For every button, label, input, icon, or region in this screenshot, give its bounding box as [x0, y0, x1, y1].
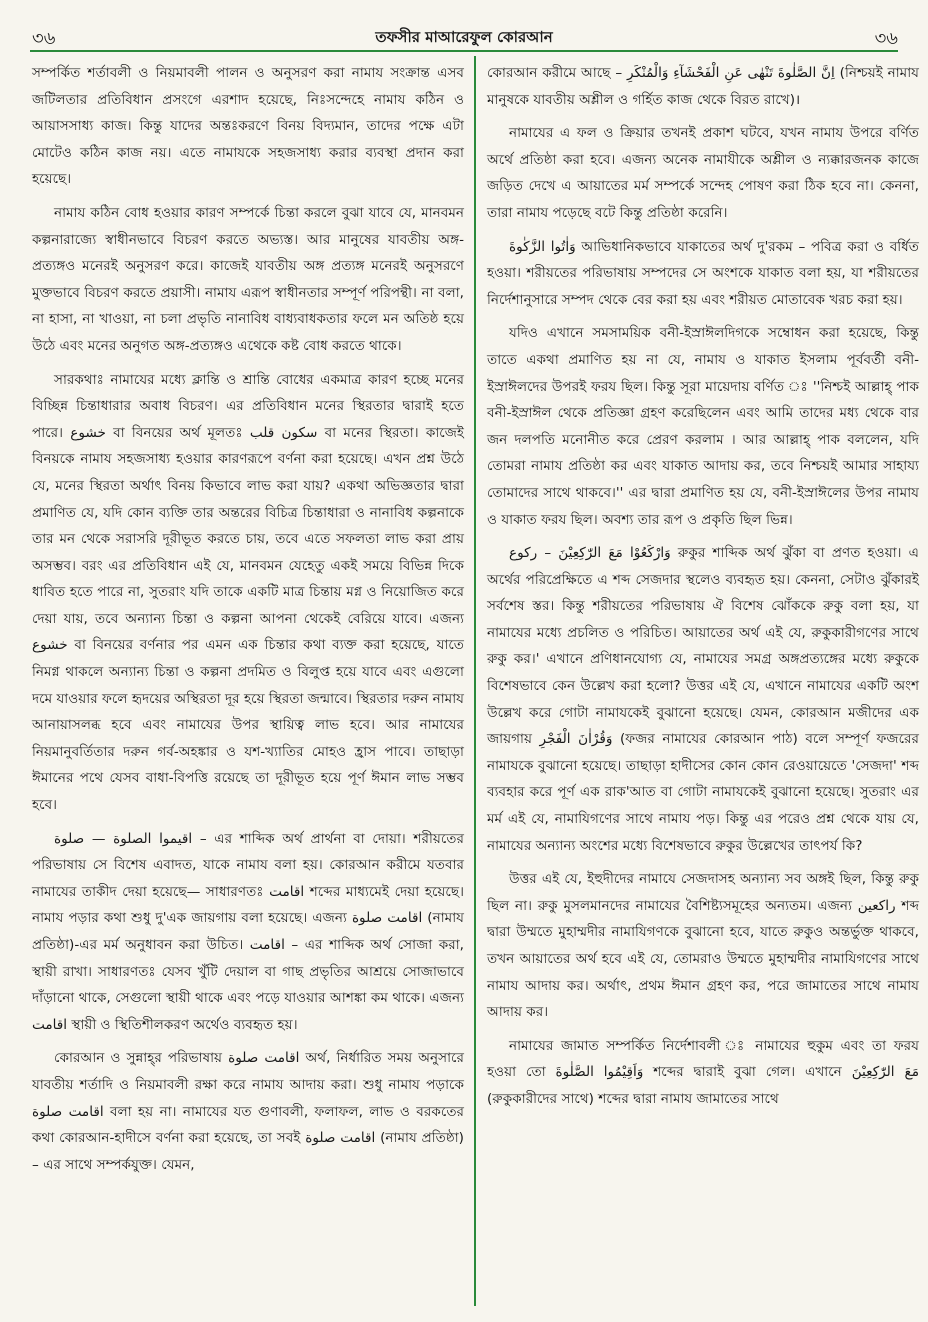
- paragraph: উত্তর এই যে, ইহুদীদের নামাযে সেজদাসহ অন্যান্য সব অঙ্গই ছিল, কিন্তু রুকু ছিল না। রুকু মুসলমানদের নামাযের বৈশিষ্ট্যসমূহের অন্যতম। এজন্য راكعين শব্দ দ্বারা উম্মতে মুহাম্মদীর নামাযিগণকে বুঝানো হবে, যাতে রুকুও অন্তর্ভুক্ত থাকবে, তখন আয়াতের অর্থ হবে এই যে, তোমরাও উম্মতে মুহাম্মদীর নামাযিগণের সাথে নামায আদায় কর। অর্থাৎ, প্রথম ঈমান গ্রহণ কর, পরে জামাতের সাথে নামায আদায় কর।: [487, 871, 919, 1021]
- paragraph: সারকথাঃ নামাযের মধ্যে ক্লান্তি ও শ্রান্তি বোধের একমাত্র কারণ হচ্ছে মনের বিচ্ছিন্ন চিন্তাধারার অবাধ বিচরণ। এর প্রতিবিধান মনের স্থিরতার দ্বারাই হতে পারে। خشوع বা বিনয়ের অর্থ মূলতঃ سكون قلب বা মনের স্থিরতা। কাজেই বিনয়কে নামায সহজসাধ্য হওয়ার কারণরূপে বর্ণনা করা হয়েছে। এখন প্রশ্ন উঠে যে, মনের স্থিরতা অর্থাৎ বিনয় কিভাবে লাভ করা যায়? একথা অভিজ্ঞতার দ্বারা প্রমাণিত যে, যদি কোন ব্যক্তি তার অন্তরের বিচিত্র চিন্তাধারা ও নানাবিধ কল্পনাকে তার মন থেকে সরাসরি দূরীভূত করতে চায়, তবে এতে সফলতা লাভ করা প্রায় অসম্ভব। বরং এর প্রতিবিধান এই যে, মানবমন যেহেতু একই সময়ে বিভিন্ন দিকে ধাবিত হতে পারে না, সুতরাং যদি তাকে একটি মাত্র চিন্তায় মগ্ন ও নিয়োজিত করে দেয়া যায়, তবে অন্যান্য চিন্তা ও কল্পনা আপনা থেকেই বেরিয়ে যাবে। এজন্য خشوع বা বিনয়ের বর্ণনার পর এমন এক চিন্তার কথা ব্যক্ত করা হয়েছে, যাতে নিমগ্ন থাকলে অন্যান্য চিন্তা ও কল্পনা প্রদমিত ও বিলুপ্ত হয়ে যাবে এবং এগুলো দমে যাওয়ার ফলে হৃদয়ের অস্থিরতা দূর হয়ে স্থিরতা জন্মাবে। স্থিরতার দরুন নামায আনায়াসলব্ধ হবে এবং নামাযের উপর স্থায়িত্ব লাভ হবে। আর নামাযের নিয়মানুবর্তিতার দরুন গর্ব-অহঙ্কার ও যশ-খ্যাতির মোহও হ্রাস পাবে। তাছাড়া ঈমানের পথে যেসব বাধা-বিপত্তি রয়েছে তা দূরীভূত হয়ে পূর্ণ ঈমান লাভ সম্ভব হবে।: [32, 371, 465, 814]
- left-column: [32, 60, 464, 1185]
- page-header: [30, 20, 898, 48]
- paragraph: নামাযের এ ফল ও ক্রিয়ার তখনই প্রকাশ ঘটবে, যখন নামায উপরে বর্ণিত অর্থে প্রতিষ্ঠা করা হবে। এজন্য অনেক নামাযীকে অশ্লীল ও ন্যক্কারজনক কাজে জড়িত দেখে এ আয়াতের মর্ম সম্পর্কে সন্দেহ পোষণ করা ঠিক হবে না। কেননা, তারা নামায পড়েছে বটে কিন্তু প্রতিষ্ঠা করেনি।: [487, 125, 919, 221]
- paragraph: নামাযের জামাত সম্পর্কিত নির্দেশাবলী ঃ নামাযের হুকুম এবং তা ফরয হওয়া তো وَاَقِيْمُوا الصَّلٰوةَ শব্দের দ্বারাই বুঝা গেল। এখানে مَعَ الرّٰكِعِيْنَ (রুকুকারীদের সাথে) শব্দের দ্বারা নামায জামাতের সাথে: [487, 1037, 919, 1107]
- page-title: তফসীর মাআরেফুল কোরআন: [375, 28, 553, 46]
- paragraph: সম্পর্কিত শর্তাবলী ও নিয়মাবলী পালন ও অনুসরণ করা নামায সংক্রান্ত এসব জটিলতার প্রতিবিধান প্রসংগে এরশাদ হয়েছে, নিঃসন্দেহে নামায কঠিন ও আয়াসসাধ্য কাজ। কিন্তু যাদের অন্তঃকরণে বিনয় বিদ্যমান, তাদের পক্ষে এটা মোটেও কঠিন কাজ নয়। এতে নামাযকে সহজসাধ্য করার ব্যবস্থা প্রদান করা হয়েছে।: [32, 65, 464, 188]
- paragraph: وَارْكَعُوْا مَعَ الرّٰكِعِيْنَ – ركوع রুকুর শাব্দিক অর্থ ঝুঁকা বা প্রণত হওয়া। এ অর্থের পরিপ্রেক্ষিতে এ শব্দ সেজদার স্থলেও ব্যবহৃত হয়। কেননা, সেটাও ঝুঁকারই সর্বশেষ স্তর। কিন্তু শরীয়তের পরিভাষায় ঐ বিশেষ ঝোঁককে রুকু বলা হয়, যা নামাযের মধ্যে প্রচলিত ও পরিচিত। আয়াতের অর্থ এই যে, রুকুকারীগণের সাথে রুকু কর।' এখানে প্রণিধানযোগ্য যে, নামাযের সমগ্র অঙ্গপ্রত্যঙ্গের মধ্যে রুকুকে বিশেষভাবে কেন উল্লেখ করা হলো? উত্তর এই যে, এখানে নামাযের একটি অংশ উল্লেখ করে গোটা নামাযকেই বুঝানো হয়েছে। যেমন, কোরআন মজীদের এক জায়গায় وَقُرْاٰنَ الْفَجْرِ (ফজর নামাযের কোরআন পাঠ) বলে সম্পূর্ণ ফজরের নামাযকে বুঝানো হয়েছে। তাছাড়া হাদীসের কোন কোন রেওয়ায়েতে 'সেজদা' শব্দ ব্যবহার করে পূর্ণ এক রাক'আত বা গোটা নামাযকেই বুঝানো হয়েছে। সুতরাং এর মর্ম এই যে, নামাযিগণের সাথে নামায পড়। কিন্তু এর পরেও প্রশ্ন থেকে যায় যে, নামাযের অন্যান্য অংশের মধ্যে বিশেষভাবে রুকুর উল্লেখের তাৎপর্য কি?: [487, 545, 920, 854]
- page-number-right: ৩৬: [874, 28, 898, 49]
- header-rule: [30, 50, 898, 52]
- page-number-left: ৩৬: [32, 28, 56, 49]
- paragraph: নামায কঠিন বোধ হওয়ার কারণ সম্পর্কে চিন্তা করলে বুঝা যাবে যে, মানবমন কল্পনারাজ্যে স্বাধীনভাবে বিচরণ করতে অভ্যস্ত। আর মানুষের যাবতীয় অঙ্গ-প্রত্যঙ্গও মনেরই অনুসরণ করে। কাজেই যাবতীয় অঙ্গ প্রত্যঙ্গ মনেরই অনুসরণে মুক্তভাবে বিচরণ করতে প্রয়াসী। নামায এরূপ স্বাধীনতার সম্পূর্ণ পরিপন্থী। না বলা, না হাসা, না খাওয়া, না চলা প্রভৃতি নানাবিধ বাধ্যবাধকতার ফলে মন অতিষ্ঠ হয়ে উঠে এবং মনের অনুগত অঙ্গ-প্রত্যঙ্গও এথেকে কষ্ট বোধ করতে থাকে।: [32, 204, 464, 354]
- column-divider: [474, 56, 476, 1306]
- paragraph: কোরআন করীমে আছে – اِنَّ الصَّلٰوةَ تَنْهٰى عَنِ الْفَحْشَآءِ وَالْمُنْكَرِ (নিশ্চয়ই নামায মানুষকে যাবতীয় অশ্লীল ও গর্হিত কাজ থেকে বিরত রাখে)।: [487, 65, 920, 108]
- paragraph: وَاٰتُوا الزَّكٰوةَ আভিধানিকভাবে যাকাতের অর্থ দু'রকম – পবিত্র করা ও বর্ধিত হওয়া। শরীয়তের পরিভাষায় সম্পদের সে অংশকে যাকাত বলা হয়, যা শরীয়তের নির্দেশানুসারে সম্পদ থেকে বের করা হয় এবং শরীয়ত মোতাবেক খরচ করা হয়।: [487, 238, 919, 308]
- right-column: [487, 60, 919, 1120]
- paragraph: যদিও এখানে সমসাময়িক বনী-ইস্রাঈলদিগকে সম্বোধন করা হয়েছে, কিন্তু তাতে একথা প্রমাণিত হয় না যে, নামায ও যাকাত ইসলাম পূর্ববর্তী বনী-ইস্রাঈলদের উপরই ফরয ছিল। কিন্তু সূরা মায়েদায় বর্ণিত ঃ ''নিশ্চই আল্লাহ্‌ পাক বনী-ইস্রাঈল থেকে প্রতিজ্ঞা গ্রহণ করেছিলেন এবং আমি তাদের মধ্য থেকে বার জন দলপতি মনোনীত করে প্রেরণ করলাম । আর আল্লাহ্‌ পাক বললেন, যদি তোমরা নামায প্রতিষ্ঠা কর এবং যাকাত আদায় কর, তবে নিশ্চয়ই আমার সাহায্য তোমাদের সাথে থাকবে।'' এর দ্বারা প্রমাণিত হয় যে, বনী-ইস্রাঈলের উপর নামায ও যাকাত ফরয ছিল। অবশ্য তার রূপ ও প্রকৃতি ছিল ভিন্ন।: [487, 325, 919, 528]
- paragraph: কোরআন ও সুন্নাহ্‌র পরিভাষায় اقامت صلوة অর্থ, নির্ধারিত সময় অনুসারে যাবতীয় শর্তাদি ও নিয়মাবলী রক্ষা করে নামায আদায় করা। শুধু নামায পড়াকে اقامت صلوة বলা হয় না। নামাযের যত গুণাবলী, ফলাফল, লাভ ও বরকতের কথা কোরআন-হাদীসে বর্ণনা করা হয়েছে, তা সবই اقامت صلوة (নামায প্রতিষ্ঠা) – এর সাথে সম্পর্কযুক্ত। যেমন,: [32, 1050, 464, 1173]
- paragraph: اقيموا الصلوة — صلوة – এর শাব্দিক অর্থ প্রার্থনা বা দোয়া। শরীয়তের পরিভাষায় সে বিশেষ এবাদত, যাকে নামায বলা হয়। কোরআন করীমে যতবার নামাযের তাকীদ দেয়া হয়েছে— সাধারণতঃ اقامت শব্দের মাধ্যমেই দেয়া হয়েছে। নামায পড়ার কথা শুধু দু'এক জায়গায় বলা হয়েছে। এজন্য اقامت صلوة (নামায প্রতিষ্ঠা)-এর মর্ম অনুধাবন করা উচিত। اقامت – এর শাব্দিক অর্থ সোজা করা, স্থায়ী রাখা। সাধারণতঃ যেসব খুঁটি দেয়াল বা গাছ প্রভৃতির আশ্রয়ে সোজাভাবে দাঁড়ানো থাকে, সেগুলো স্থায়ী থাকে এবং পড়ে যাওয়ার আশঙ্কা কম থাকে। এজন্য اقامت স্থায়ী ও স্থিতিশীলকরণ অর্থেও ব্যবহৃত হয়।: [32, 830, 464, 1033]
